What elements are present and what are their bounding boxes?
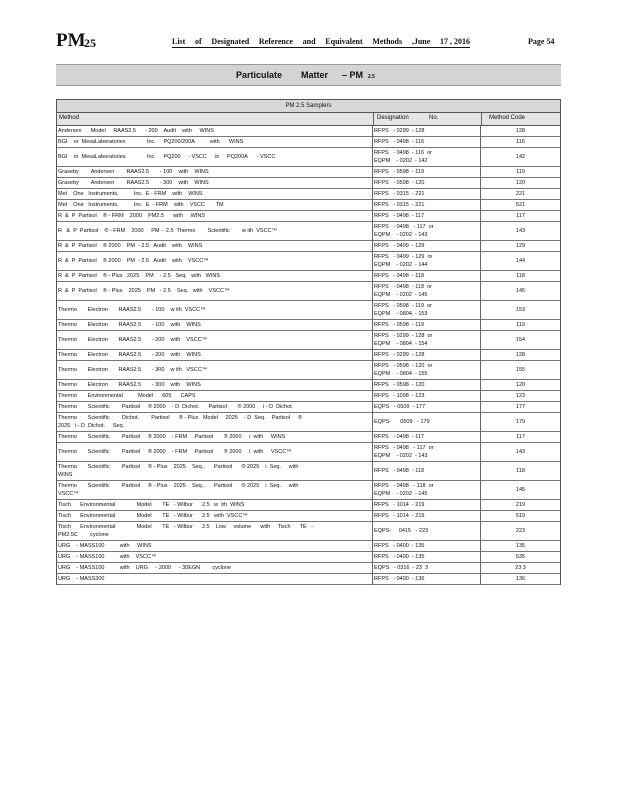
table-row — [56, 361, 561, 380]
method-cell: Met One Instruments, Inc. E - FRM with VSCC TM — [58, 202, 224, 208]
column-divider — [372, 563, 373, 574]
column-divider — [372, 443, 373, 462]
code-cell: 119 — [516, 169, 525, 175]
column-divider — [372, 137, 373, 148]
designation-cell: RFPS - 0498 - 116 or EQPM - 0202 - 142 — [374, 150, 432, 164]
method-cell: BGI or MesaLaboratories Inc. PQ200 - VSCC or PQ200A - VSCC — [58, 154, 276, 160]
table-row — [56, 301, 561, 320]
column-divider — [372, 500, 373, 511]
code-cell: 116 — [516, 139, 525, 145]
code-cell: 153 — [515, 307, 526, 313]
table-section-header: PM 2.5 Samplers — [56, 99, 561, 113]
code-cell: 143 — [515, 449, 526, 455]
code-cell: 135 — [515, 543, 526, 549]
column-divider — [373, 113, 374, 125]
method-cell: Tisch Environmental Model TE - Wilbur 2.5 with VSCC™ — [58, 513, 248, 519]
column-divider — [372, 541, 373, 552]
code-cell: 128 — [515, 128, 526, 134]
column-divider — [372, 552, 373, 563]
method-cell: R & P Partisol ® 2000 PM - 2.5 Audit with WINS — [58, 243, 203, 249]
designation-cell: RFPS - 0315 - 221 — [374, 191, 425, 197]
method-cell: R & P Partisol ® - Plus 2025 PM - 2.5 Seq. with VSCC™ — [58, 288, 230, 294]
code-cell: 144 — [515, 258, 526, 264]
column-divider — [372, 481, 373, 500]
designation-cell: RFPS - 0400 - 136 — [374, 576, 425, 582]
method-cell: URG - MASS300 — [58, 576, 105, 582]
column-divider — [480, 178, 481, 189]
method-cell: Thermo Scientific Partisol ® - Plus 2025 Seq., Partisol ® 2025 i Seq. with WINS — [58, 464, 299, 478]
designation-cell: RFPS - 0598 - 120 — [374, 180, 425, 186]
designation-cell: RFPS - 0498 - 117 — [374, 213, 425, 219]
designation-cell: EQPS- 0415 - 223 — [374, 528, 429, 534]
code-cell: 142 — [515, 154, 526, 160]
column-divider — [372, 380, 373, 391]
code-cell: 519 — [515, 513, 526, 519]
table-row — [56, 148, 561, 167]
table-row — [56, 563, 561, 574]
column-divider — [480, 391, 481, 402]
column-divider — [480, 126, 481, 137]
code-cell: 118 — [516, 273, 525, 279]
banner-subscript: 2.5 — [368, 74, 375, 80]
table-row — [56, 462, 561, 481]
table-row — [56, 511, 561, 522]
table-row — [56, 402, 561, 413]
code-cell: 117 — [516, 434, 525, 440]
designation-cell: RFPS - 0499 - 129 — [374, 243, 425, 249]
column-divider — [372, 350, 373, 361]
section-banner — [56, 64, 561, 86]
table-row — [56, 137, 561, 148]
column-divider — [480, 413, 481, 432]
method-cell: BGI or MesaLaboratories Inc. PQ200/200A with WINS — [58, 139, 244, 145]
code-cell: 154 — [515, 337, 526, 343]
column-divider — [480, 271, 481, 282]
table-row — [56, 189, 561, 200]
column-divider — [480, 361, 481, 380]
column-divider — [480, 522, 481, 541]
code-cell: 521 — [515, 202, 526, 208]
code-cell: 223 — [515, 528, 526, 534]
column-divider — [372, 200, 373, 211]
column-divider — [372, 413, 373, 432]
designation-cell: RFPS - 0400 - 135 — [374, 554, 425, 560]
designation-cell: EQPS - 0509 - 177 — [374, 404, 426, 410]
code-cell: 23 3 — [515, 565, 526, 571]
column-divider — [480, 552, 481, 563]
designation-cell: RFPS - 0598 - 119 — [374, 322, 425, 328]
method-cell: Thermo Electron RAAS2.5 - 300 w ith VSCC™ — [58, 367, 208, 373]
table-row — [56, 241, 561, 252]
column-divider — [372, 178, 373, 189]
table-row — [56, 222, 561, 241]
code-cell: 145 — [515, 487, 526, 493]
title-word: Reference — [258, 37, 293, 46]
table-row — [56, 541, 561, 552]
column-divider — [480, 301, 481, 320]
table-row — [56, 320, 561, 331]
designation-cell: RFPS - 0299 - 128 — [374, 352, 425, 358]
table-row — [56, 413, 561, 432]
table-row — [56, 282, 561, 301]
designation-cell: RFPS - 0598 - 119 — [374, 169, 425, 175]
column-divider — [480, 541, 481, 552]
table-row — [56, 167, 561, 178]
table-row — [56, 574, 561, 585]
method-cell: Graseby Andersen RAAS2.5 - 300 with WINS — [58, 180, 209, 186]
column-divider — [372, 331, 373, 350]
table-row — [56, 252, 561, 271]
banner-word-1: Particulate — [236, 70, 283, 80]
column-divider — [480, 320, 481, 331]
table-row — [56, 500, 561, 511]
method-cell: R & P Partisol ® - FRM 2000 PM - 2.5 Thermo Scientific w ith VSCC™ — [58, 228, 278, 234]
table-row — [56, 522, 561, 541]
table-row — [56, 552, 561, 563]
code-cell: 129 — [515, 243, 526, 249]
column-divider — [480, 241, 481, 252]
method-cell: Andersen Model RAAS2.5 - 200 Audit with WINS — [58, 128, 214, 134]
column-divider — [480, 350, 481, 361]
column-divider — [372, 282, 373, 301]
code-cell: 177 — [515, 404, 526, 410]
method-cell: Thermo Scientific Partisol ® - Plus 2025 Seq., Partisol ® 2025 i Seq. with VSCC™ — [58, 483, 299, 497]
document-title — [172, 37, 470, 48]
method-cell: R & P Partisol ® - FRM 2000 PM2.5 with WINS — [58, 213, 205, 219]
column-divider — [372, 271, 373, 282]
page-number: Page 54 — [528, 37, 555, 46]
designation-cell: RFPS - 0598 - 120 or EQPM - 0804 - 155 — [374, 363, 433, 377]
column-divider — [372, 301, 373, 320]
column-divider — [372, 462, 373, 481]
table-row — [56, 443, 561, 462]
col-method: Method — [59, 115, 80, 121]
designation-cell: RFPS - 0498 - 116 — [374, 139, 425, 145]
method-cell: Thermo Scientific Partisol ® 2000 - D Dichot. Partisol ® 2000 i - D Dichot. — [58, 404, 294, 410]
column-divider — [372, 241, 373, 252]
method-cell: Thermo Scientific Partisol ® 2000 - FRM Partisol ® 2000 i with VSCC™ — [58, 449, 292, 455]
designation-cell: RFPS - 0598 - 119 or EQPM - 0804 - 153 — [374, 303, 432, 317]
designation-cell: RFPS - 0498 - 118 — [374, 273, 425, 279]
method-cell: Thermo Scientific Partisol ® 2000 - FRM Partisol ® 2000 i with WINS — [58, 434, 286, 440]
method-cell: Thermo Electron RAAS2.5 - 300 with WINS — [58, 382, 201, 388]
table-row — [56, 481, 561, 500]
column-divider — [480, 331, 481, 350]
method-cell: Thermo Electron RAAS2.5 - 100 with WINS — [58, 322, 201, 328]
code-cell: 119 — [516, 322, 525, 328]
method-cell: Thermo Electron RAAS2.5 - 200 with VSCC™ — [58, 337, 208, 343]
column-divider — [480, 443, 481, 462]
table-row — [56, 211, 561, 222]
title-word: ,June — [411, 37, 431, 46]
method-cell: R & P Partisol ® - Plus 2025 PM - 2.5 Seq. with WINS — [58, 273, 220, 279]
code-cell: 128 — [515, 352, 526, 358]
code-cell: 143 — [515, 228, 526, 234]
designation-cell: EQPS - 0316 - 23 3 — [374, 565, 429, 571]
column-divider — [480, 380, 481, 391]
column-divider — [372, 189, 373, 200]
column-divider — [372, 148, 373, 167]
designation-cell: RFPS - 0498 - 117 — [374, 434, 425, 440]
designation-cell: RFPS - 0315 - 221 — [374, 202, 425, 208]
code-cell: 117 — [516, 213, 525, 219]
method-cell: Thermo Scientific Dichot. Partisol ® - Plus Model 2025 - D Seq. Partisol ® 2025 i - D Dichot. Seq. — [58, 415, 302, 429]
column-divider — [372, 361, 373, 380]
designation-cell: RFPS - 0299 - 128 or EQPM - 0804 - 154 — [374, 333, 433, 347]
title-word: List — [172, 37, 186, 46]
column-divider — [480, 167, 481, 178]
title-word: Methods — [372, 37, 403, 46]
banner-word-3: – PM — [342, 70, 364, 80]
column-divider — [480, 222, 481, 241]
code-cell: 179 — [515, 419, 526, 425]
method-cell: Tisch Environmental Model TE - Wilbur 2.5 Low volume with Tisch TE - PM2.5C cyclone — [58, 524, 314, 538]
col-no: No. — [429, 115, 439, 121]
column-divider — [480, 402, 481, 413]
designation-cell: RFPS - 0299 - 128 — [374, 128, 425, 134]
code-cell: 155 — [515, 367, 526, 373]
column-divider — [480, 211, 481, 222]
column-divider — [372, 432, 373, 443]
table-row — [56, 271, 561, 282]
code-cell: 145 — [515, 288, 526, 294]
title-word: 17 , 2016 — [439, 37, 470, 46]
column-divider — [480, 574, 481, 585]
method-cell: URG - MASS100 with WINS — [58, 543, 152, 549]
method-cell: Thermo Environmental Model 605 CAPS — [58, 393, 196, 399]
column-divider — [372, 574, 373, 585]
column-divider — [480, 563, 481, 574]
column-divider — [372, 320, 373, 331]
column-divider — [372, 511, 373, 522]
banner-word-2: Matter — [301, 70, 329, 80]
method-cell: Graseby Andersen RAAS2.5 - 100 with WINS — [58, 169, 209, 175]
column-divider — [372, 252, 373, 271]
column-divider — [372, 126, 373, 137]
column-divider — [372, 391, 373, 402]
method-cell: URG - MASS100 with URG - 2000 - 30EGN cyclone — [58, 565, 231, 571]
designation-cell: RFPS - 0400 - 135 — [374, 543, 425, 549]
code-cell: 118 — [516, 468, 525, 474]
column-divider — [480, 432, 481, 443]
code-cell: 123 — [515, 393, 526, 399]
column-divider — [480, 282, 481, 301]
column-divider — [372, 402, 373, 413]
column-divider — [481, 113, 482, 125]
column-divider — [480, 148, 481, 167]
code-cell: 120 — [515, 382, 526, 388]
code-cell: 120 — [515, 180, 526, 186]
title-word: Designated — [211, 37, 250, 46]
column-divider — [372, 222, 373, 241]
title-word: Equivalent — [325, 37, 363, 46]
column-divider — [480, 462, 481, 481]
designation-cell: RFPS - 1014 - 219 — [374, 502, 425, 508]
column-divider — [480, 481, 481, 500]
designation-cell: RFPS - 0499 - 129 or EQPM - 0202 - 144 — [374, 254, 433, 268]
designation-cell: RFPS - 0498 - 118 or EQPM - 0202 - 145 — [374, 284, 432, 298]
designation-cell: EQPS- 0509 - 179 — [374, 419, 430, 425]
designation-cell: RFPS - 0598 - 120 — [374, 382, 425, 388]
title-word: and — [302, 37, 316, 46]
column-divider — [480, 511, 481, 522]
code-cell: 136 — [515, 576, 526, 582]
column-divider — [480, 137, 481, 148]
method-cell: Thermo Electron RAAS2.5 - 100 w ith VSCC™ — [58, 307, 206, 313]
table-row — [56, 126, 561, 137]
column-divider — [372, 211, 373, 222]
table-row — [56, 380, 561, 391]
designation-cell: RFPS - 0498 - 117 or EQPM - 0202 - 143 — [374, 224, 434, 238]
designation-cell: RFPS - 0498 - 118 or EQPM - 0202 - 145 — [374, 483, 434, 497]
col-method-code: Method Code — [489, 115, 526, 121]
column-divider — [480, 189, 481, 200]
method-cell: URG - MASS100 with VSCC™ — [58, 554, 157, 560]
column-divider — [480, 200, 481, 211]
table-row — [56, 391, 561, 402]
code-cell: 535 — [515, 554, 526, 560]
designation-cell: RFPS - 0498 - 117 or EQPM - 0202 - 143 — [374, 445, 434, 459]
designation-cell: RFPS - 1014 - 219 — [374, 513, 425, 519]
table-row — [56, 200, 561, 211]
table-row — [56, 432, 561, 443]
method-cell: R & P Partisol ® 2000 PM - 2.5 Audit with VSCC™ — [58, 258, 209, 264]
method-cell: Thermo Electron RAAS2.5 - 200 with WINS — [58, 352, 201, 358]
table-row — [56, 178, 561, 189]
code-cell: 221 — [515, 191, 526, 197]
column-divider — [480, 252, 481, 271]
title-word: of — [195, 37, 202, 46]
method-cell: Met One Instruments, Inc. E - FRM with WINS — [58, 191, 203, 197]
column-divider — [372, 167, 373, 178]
col-designation: Designation — [377, 115, 409, 121]
table-row — [56, 331, 561, 350]
table-row — [56, 350, 561, 361]
designation-cell: RFPS - 1098 - 123 — [374, 393, 425, 399]
column-divider — [480, 500, 481, 511]
table-column-headers — [56, 113, 561, 126]
header-pm: PM — [56, 30, 86, 51]
designation-cell: RFPS - 0498 - 118 — [374, 468, 425, 474]
method-cell: Tisch Environmental Model TE - Wilbur 2.5 w ith WINS — [58, 502, 245, 508]
column-divider — [372, 522, 373, 541]
code-cell: 219 — [515, 502, 526, 508]
header-pm-number: 25 — [84, 36, 96, 50]
